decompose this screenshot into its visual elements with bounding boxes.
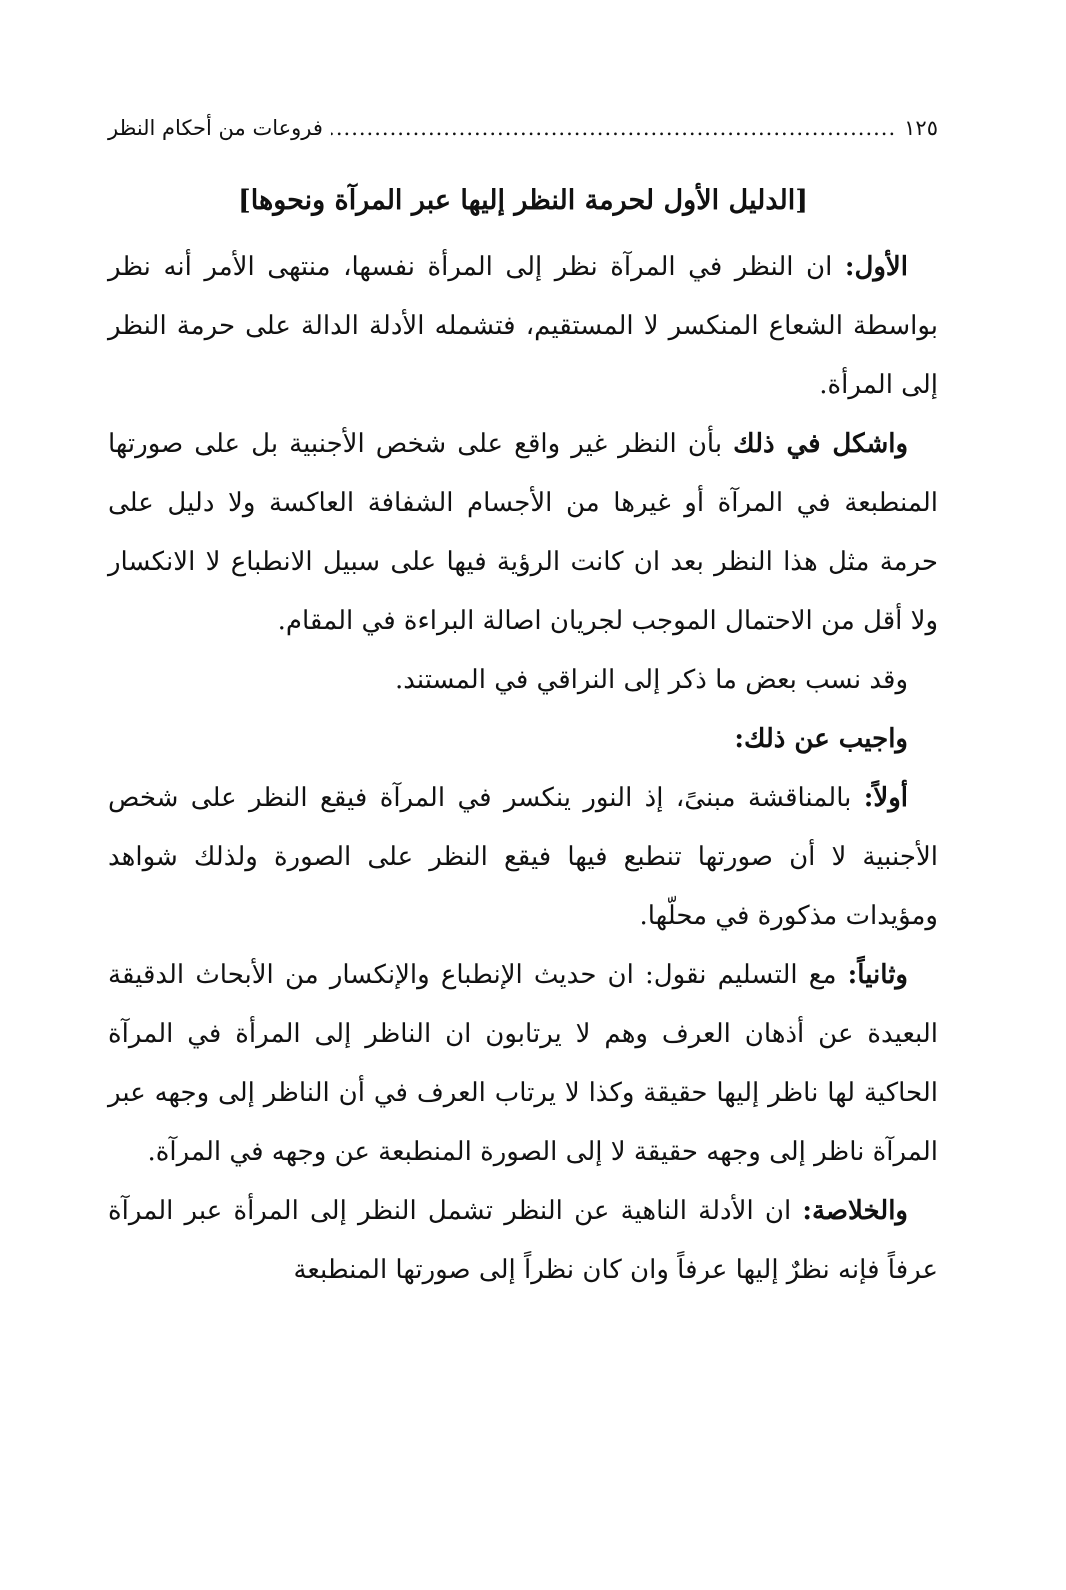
paragraph-text: بالمناقشة مبنىً، إذ النور ينكسر في المرآة فيقع النظر على شخص الأجنبية لا أن صورتها تنطبع فيها فيقع النظر على الصورة ولذلك شواهد ومؤيدات مذكورة في محلّها. <box>108 783 938 931</box>
paragraph-text: ان النظر في المرآة نظر إلى المرأة نفسها، منتهى الأمر أنه نظر بواسطة الشعاع المنكسر لا المستقيم، فتشمله الأدلة الدالة على حرمة النظر إلى المرأة. <box>108 252 938 400</box>
paragraph-lead: واشكل في ذلك <box>733 429 909 459</box>
paragraph-lead: والخلاصة: <box>802 1196 908 1226</box>
paragraph-lead: واجيب عن ذلك: <box>734 724 908 754</box>
paragraph-text: بأن النظر غير واقع على شخص الأجنبية بل على صورتها المنطبعة في المرآة أو غيرها من الأجسام الشفافة العاكسة ولا دليل على حرمة مثل هذا النظر بعد ان كانت الرؤية فيها على سبيل الانطباع لا الانكسار ولا أقل من الاحتمال الموجب لجريان اصالة البراءة في المقام. <box>108 429 938 636</box>
paragraph-text: وقد نسب بعض ما ذكر إلى النراقي في المستند. <box>394 665 908 695</box>
paragraph-summary <box>108 1182 938 1300</box>
paragraph-lead: أولاً: <box>863 783 908 813</box>
paragraph-reply-first <box>108 769 938 946</box>
paragraph-reply-intro <box>108 710 938 769</box>
paragraph-first-evidence <box>108 238 938 415</box>
page-number: ١٢٥ <box>904 116 938 140</box>
leader-dots <box>331 108 896 148</box>
section-heading: [الدليل الأول لحرمة النظر إليها عبر المرآة ونحوها] <box>237 185 809 216</box>
paragraph-reply-second <box>108 946 938 1182</box>
paragraph-lead: وثانياً: <box>847 960 908 990</box>
chapter-title: فروعات من أحكام النظر <box>108 116 323 140</box>
paragraph-text: ان الأدلة الناهية عن النظر تشمل النظر إلى المرأة عبر المرآة عرفاً فإنه نظرٌ إليها عرفاً وان كان نظراً إلى صورتها المنطبعة <box>108 1196 938 1285</box>
running-header <box>108 108 938 148</box>
paragraph-text: مع التسليم نقول: ان حديث الإنطباع والإنكسار من الأبحاث الدقيقة البعيدة عن أذهان العرف وهم لا يرتابون ان الناظر إلى المرأة في المرآة الحاكية لها ناظر إليها حقيقة وكذا لا يرتاب العرف في أن الناظر إلى وجهه عبر المرآة ناظر إلى وجهه حقيقة لا إلى الصورة المنطبعة عن وجهه في المرآة. <box>108 960 938 1167</box>
paragraph-lead: الأول: <box>844 252 908 282</box>
paragraph-attribution <box>108 651 938 710</box>
body-text <box>108 238 938 1300</box>
paragraph-objection <box>108 415 938 651</box>
